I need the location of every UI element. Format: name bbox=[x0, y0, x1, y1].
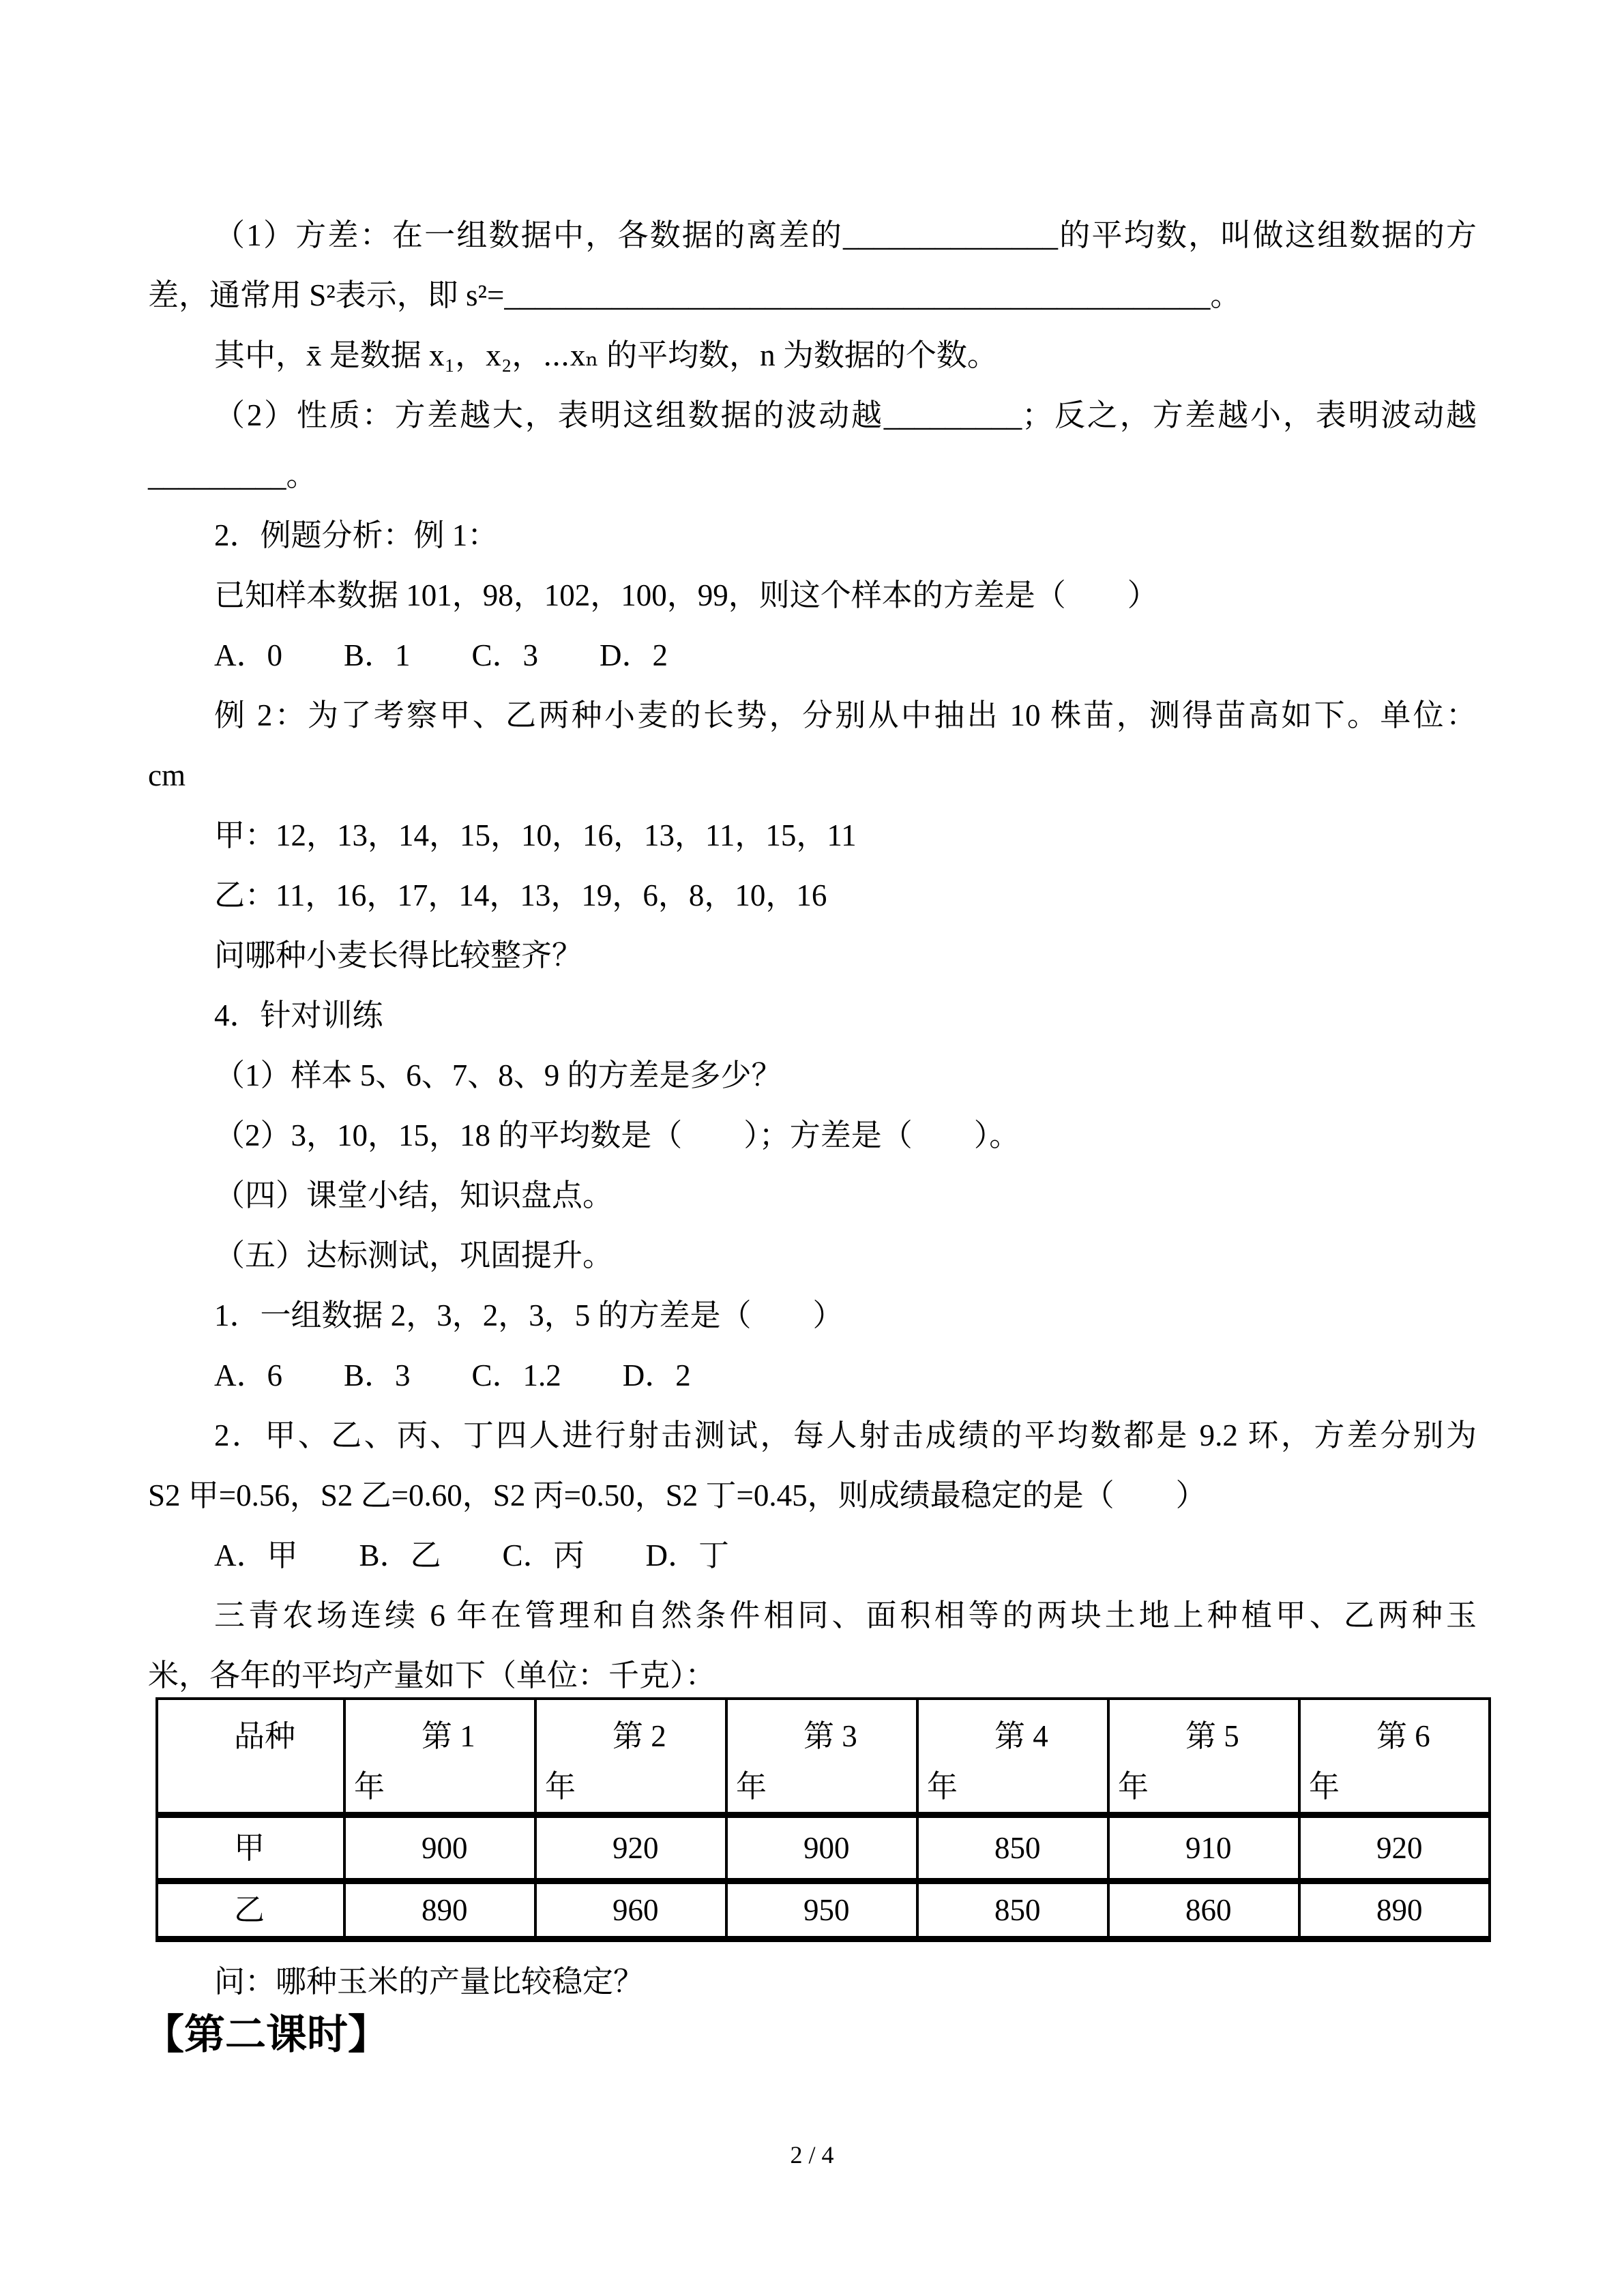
yield-value: 900 bbox=[803, 1831, 850, 1865]
value-cell bbox=[344, 1815, 535, 1881]
body-line: A．0 B．1 C．3 D．2 bbox=[214, 638, 668, 672]
value-cell bbox=[535, 1881, 726, 1939]
table-corner-cell bbox=[157, 1699, 344, 1815]
value-cell bbox=[1108, 1815, 1299, 1881]
year-header-top: 第 6 bbox=[1376, 1719, 1430, 1753]
yield-value: 900 bbox=[422, 1831, 468, 1865]
body-line: （五）达标测试，巩固提升。 bbox=[214, 1238, 614, 1272]
body-line: 甲：12，13，14，15，10，16，13，11，15，11 bbox=[214, 818, 857, 852]
value-cell bbox=[344, 1881, 535, 1939]
yield-value: 920 bbox=[1376, 1831, 1423, 1865]
body-line: 已知样本数据 101，98，102，100，99，则这个样本的方差是（ ） bbox=[214, 578, 1158, 612]
value-cell bbox=[1299, 1881, 1490, 1939]
year-header-top: 第 5 bbox=[1185, 1719, 1239, 1753]
yield-value: 850 bbox=[994, 1831, 1041, 1865]
table-question-line: 问：哪种玉米的产量比较稳定？ bbox=[214, 1965, 645, 1999]
body-line: A．6 B．3 C．1.2 D．2 bbox=[214, 1358, 691, 1392]
year-header-cell bbox=[917, 1699, 1108, 1815]
value-cell bbox=[726, 1881, 917, 1939]
body-line: S2 甲=0.56，S2 乙=0.60，S2 丙=0.50，S2 丁=0.45，则成绩最稳定的是（ ） bbox=[148, 1478, 1207, 1512]
year-header-cell bbox=[1108, 1699, 1299, 1815]
value-cell bbox=[1108, 1881, 1299, 1939]
body-line: 4．针对训练 bbox=[214, 998, 383, 1032]
table-header-row bbox=[157, 1699, 1490, 1815]
year-header-top: 第 2 bbox=[612, 1719, 666, 1753]
body-line: cm bbox=[148, 758, 186, 792]
value-cell bbox=[1299, 1815, 1490, 1881]
year-header-bottom: 年 bbox=[354, 1770, 385, 1804]
body-line: （2）性质：方差越大，表明这组数据的波动越_________；反之，方差越小，表明波动越 bbox=[214, 398, 1477, 432]
row-label: 乙 bbox=[234, 1893, 265, 1927]
yield-value: 860 bbox=[1185, 1893, 1232, 1927]
body-line: 2．甲、乙、丙、丁四人进行射击测试，每人射击成绩的平均数都是 9.2 环，方差分别为 bbox=[214, 1418, 1477, 1452]
table-row-yi bbox=[157, 1881, 1490, 1939]
year-header-bottom: 年 bbox=[736, 1770, 767, 1804]
body-line: 其中，x̄ 是数据 x₁，x₂，⋯xₙ 的平均数，n 为数据的个数。 bbox=[214, 338, 998, 372]
page-number: 2 / 4 bbox=[790, 2141, 834, 2168]
body-line: 1．一组数据 2，3，2，3，5 的方差是（ ） bbox=[214, 1298, 844, 1332]
yield-value: 950 bbox=[803, 1893, 850, 1927]
value-cell bbox=[917, 1881, 1108, 1939]
body-line: 差，通常用 S²表示，即 s²=______________________________________________。 bbox=[148, 278, 1241, 312]
value-cell bbox=[917, 1815, 1108, 1881]
body-line: A．甲 B．乙 C．丙 D．丁 bbox=[214, 1538, 730, 1572]
value-cell bbox=[535, 1815, 726, 1881]
body-line: 三青农场连续 6 年在管理和自然条件相同、面积相等的两块土地上种植甲、乙两种玉 bbox=[214, 1598, 1477, 1632]
year-header-cell bbox=[344, 1699, 535, 1815]
yield-value: 910 bbox=[1185, 1831, 1232, 1865]
body-line: （1）样本 5、6、7、8、9 的方差是多少？ bbox=[214, 1058, 782, 1092]
year-header-bottom: 年 bbox=[927, 1770, 958, 1804]
yield-table bbox=[156, 1697, 1491, 1942]
body-line: 问哪种小麦长得比较整齐？ bbox=[214, 938, 583, 972]
year-header-cell bbox=[1299, 1699, 1490, 1815]
body-line: （1）方差：在一组数据中，各数据的离差的______________的平均数，叫做这组数据的方 bbox=[214, 218, 1477, 252]
year-header-top: 第 4 bbox=[994, 1719, 1048, 1753]
body-line: （四）课堂小结，知识盘点。 bbox=[214, 1178, 614, 1212]
yield-value: 960 bbox=[612, 1893, 659, 1927]
year-header-top: 第 1 bbox=[422, 1719, 475, 1753]
body-line: （2）3，10，15，18 的平均数是（ ）；方差是（ ）。 bbox=[214, 1118, 1020, 1152]
section-heading: 【第二课时】 bbox=[143, 2012, 389, 2057]
year-header-top: 第 3 bbox=[803, 1719, 857, 1753]
year-header-bottom: 年 bbox=[1309, 1770, 1340, 1804]
row-label-cell bbox=[157, 1815, 344, 1881]
row-label-cell bbox=[157, 1881, 344, 1939]
yield-value: 850 bbox=[994, 1893, 1041, 1927]
body-line: 例 2：为了考察甲、乙两种小麦的长势，分别从中抽出 10 株苗，测得苗高如下。单位： bbox=[214, 698, 1477, 732]
year-header-bottom: 年 bbox=[1118, 1770, 1149, 1804]
table-row-jia bbox=[157, 1815, 1490, 1881]
value-cell bbox=[726, 1815, 917, 1881]
body-line: 乙：11，16，17，14，13，19，6，8，10，16 bbox=[214, 878, 827, 912]
row-label: 甲 bbox=[234, 1831, 265, 1865]
year-header-cell bbox=[535, 1699, 726, 1815]
year-header-cell bbox=[726, 1699, 917, 1815]
body-line: _________。 bbox=[148, 458, 317, 492]
body-line: 2．例题分析：例 1： bbox=[214, 518, 499, 552]
body-line: 米，各年的平均产量如下（单位：千克）： bbox=[148, 1658, 716, 1693]
yield-value: 890 bbox=[1376, 1893, 1423, 1927]
yield-value: 920 bbox=[612, 1831, 659, 1865]
year-header-bottom: 年 bbox=[545, 1770, 576, 1804]
corner-label: 品种 bbox=[234, 1719, 296, 1753]
yield-value: 890 bbox=[422, 1893, 468, 1927]
